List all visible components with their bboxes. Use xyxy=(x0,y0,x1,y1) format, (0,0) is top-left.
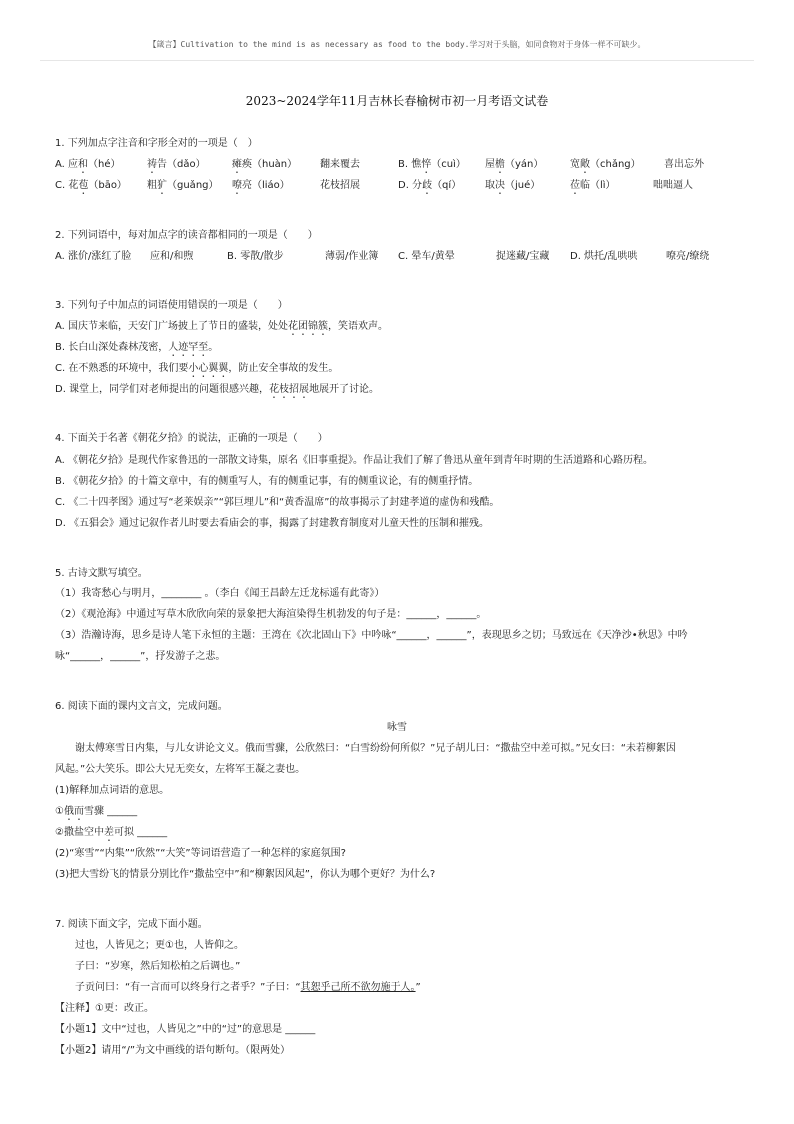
q7-sub-2: 【小题2】请用“/”为文中画线的语句断句。（限两处） xyxy=(55,1045,291,1056)
underlined-sentence: 其恕乎己所不欲勿施于人。 xyxy=(300,982,416,993)
q5-item-2: （2）《观沧海》中通过写草木欣欣向荣的景象把大海渲染得生机勃发的句子是：______，______。 xyxy=(55,609,487,620)
q1-option: 屋檐（yán） xyxy=(485,159,544,170)
q5-item-3-cont: 咏“______，______”，抒发游子之悲。 xyxy=(55,651,226,662)
q1-option: 瘫痪（huàn） xyxy=(232,159,298,170)
q5-item-1: （1）我寄愁心与明月，________ 。（李白《闻王昌龄左迁龙标遥有此寄》） xyxy=(55,588,385,599)
q6-sub-1: (1)解释加点词语的意思。 xyxy=(55,785,170,796)
passage-line: 过也，人皆见之；更①也，人皆仰之。 xyxy=(75,940,244,951)
q2-stem: 2. 下列词语中，每对加点字的读音都相同的一项是（ ） xyxy=(55,230,318,241)
q1-option: 粗犷（guǎng） xyxy=(147,180,219,191)
q5-stem: 5. 古诗文默写填空。 xyxy=(55,568,148,579)
q4-option-b: B. 《朝花夕拾》的十篇文章中，有的侧重写人，有的侧重记事，有的侧重议论，有的侧重抒情。 xyxy=(55,476,479,487)
q1-option: C. 花苞（bāo） xyxy=(55,180,127,191)
q1-option: 取决（jué） xyxy=(485,180,541,191)
passage-line: 谢太傅寒雪日内集，与儿女讲论文义。俄而雪骤，公欣然曰：“白雪纷纷何所似？”兄子胡儿曰：“撒盐空中差可拟。”兄女曰：“未若柳絮因 xyxy=(75,743,676,754)
q2-option: 嘹亮/缭绕 xyxy=(666,251,710,262)
q4-stem: 4. 下面关于名著《朝花夕拾》的说法，正确的一项是（ ） xyxy=(55,433,328,444)
q3-option-a: A. 国庆节来临，天安门广场披上了节日的盛装，处处花团锦簇，笑语欢声。 xyxy=(55,321,389,332)
header-divider xyxy=(40,60,754,61)
q1-option: 喜出忘外 xyxy=(664,159,704,170)
q1-option: 咄咄逼人 xyxy=(653,180,693,191)
q1-option: 宽敞（chǎng） xyxy=(570,159,641,170)
q2-option: 捉迷藏/宝藏 xyxy=(496,251,550,262)
q1-option: B. 憔悴（cuì） xyxy=(398,159,466,170)
q2-option: A. 涨价/涨红了脸 xyxy=(55,251,132,262)
q1-stem: 1. 下列加点字注音和字形全对的一项是（ ） xyxy=(55,138,258,149)
q3-option-d: D. 课堂上，同学们对老师提出的问题很感兴趣，花枝招展地展开了讨论。 xyxy=(55,384,380,395)
q6-sub-2: (2)“寒雪”“内集”“欣然”“大笑”等词语营造了一种怎样的家庭氛围? xyxy=(55,848,346,859)
q6-sub-3: (3)把大雪纷飞的情景分别比作“撒盐空中”和“柳絮因风起”，你认为哪个更好？为什么? xyxy=(55,869,436,880)
q2-option: 薄弱/作业簿 xyxy=(325,251,379,262)
q4-option-c: C. 《二十四孝图》通过写“老莱娱亲”“郭巨埋儿”和“黄香温席”的故事揭示了封建孝道的虚伪和残酷。 xyxy=(55,497,500,508)
q2-option: B. 零散/散步 xyxy=(227,251,284,262)
q4-option-a: A. 《朝花夕拾》是现代作家鲁迅的一部散文诗集，原名《旧事重提》。作品让我们了解了鲁迅从童年到青年时期的生活道路和心路历程。 xyxy=(55,455,654,466)
passage-line: 风起。”公大笑乐。即公大兄无奕女，左将军王凝之妻也。 xyxy=(55,764,306,775)
q2-option: 应和/和煦 xyxy=(150,251,194,262)
passage-title: 咏雪 xyxy=(387,722,407,733)
q1-option: 祷告（dǎo） xyxy=(147,159,206,170)
passage-line: 子贡问曰：“有一言而可以终身行之者乎？”子曰：“其恕乎己所不欲勿施于人。” xyxy=(75,982,421,993)
q2-option: D. 烘托/乱哄哄 xyxy=(570,251,638,262)
q3-option-b: B. 长白山深处森林茂密，人迹罕至。 xyxy=(55,342,219,353)
q4-option-d: D. 《五猖会》通过记叙作者儿时要去看庙会的事，揭露了封建教育制度对儿童天性的压制和摧残。 xyxy=(55,518,490,529)
q1-option: 翻来覆去 xyxy=(320,159,360,170)
q1-option: D. 分歧（qí） xyxy=(398,180,462,191)
q6-sub-1a: ①俄而雪骤 ______ xyxy=(55,806,138,817)
q7-note: 【注释】①更：改正。 xyxy=(55,1003,154,1014)
header-quote: 【箴言】Cultivation to the mind is as necessary as food to the body.学习对于头脑，如同食物对于身体一样不可缺少。 xyxy=(148,40,646,49)
q5-item-3: （3）浩瀚诗海，思乡是诗人笔下永恒的主题：王湾在《次北固山下》中吟咏“______，______”，表现思乡之切；马致远在《天净沙•秋思》中吟 xyxy=(55,630,688,641)
q3-stem: 3. 下列句子中加点的词语使用错误的一项是（ ） xyxy=(55,300,288,311)
q7-sub-1: 【小题1】文中“过也，人皆见之”中的“过”的意思是 ______ xyxy=(55,1024,316,1035)
q2-option: C. 晕车/黄晕 xyxy=(398,251,455,262)
q1-option: 莅临（lì） xyxy=(570,180,616,191)
q1-option: A. 应和（hé） xyxy=(55,159,121,170)
q1-option: 嘹亮（liáo） xyxy=(232,180,290,191)
passage-line: 子曰：“岁寒，然后知松柏之后调也。” xyxy=(75,961,241,972)
q7-stem: 7. 阅读下面文字，完成下面小题。 xyxy=(55,919,208,930)
q3-option-c: C. 在不熟悉的环境中，我们要小心翼翼，防止安全事故的发生。 xyxy=(55,363,339,374)
q6-stem: 6. 阅读下面的课内文言文，完成问题。 xyxy=(55,701,228,712)
page-title: 2023~2024学年11月吉林长春榆树市初一月考语文试卷 xyxy=(245,94,549,108)
q6-sub-1b: ②撒盐空中差可拟 ______ xyxy=(55,827,168,838)
q1-option: 花枝招展 xyxy=(320,180,360,191)
